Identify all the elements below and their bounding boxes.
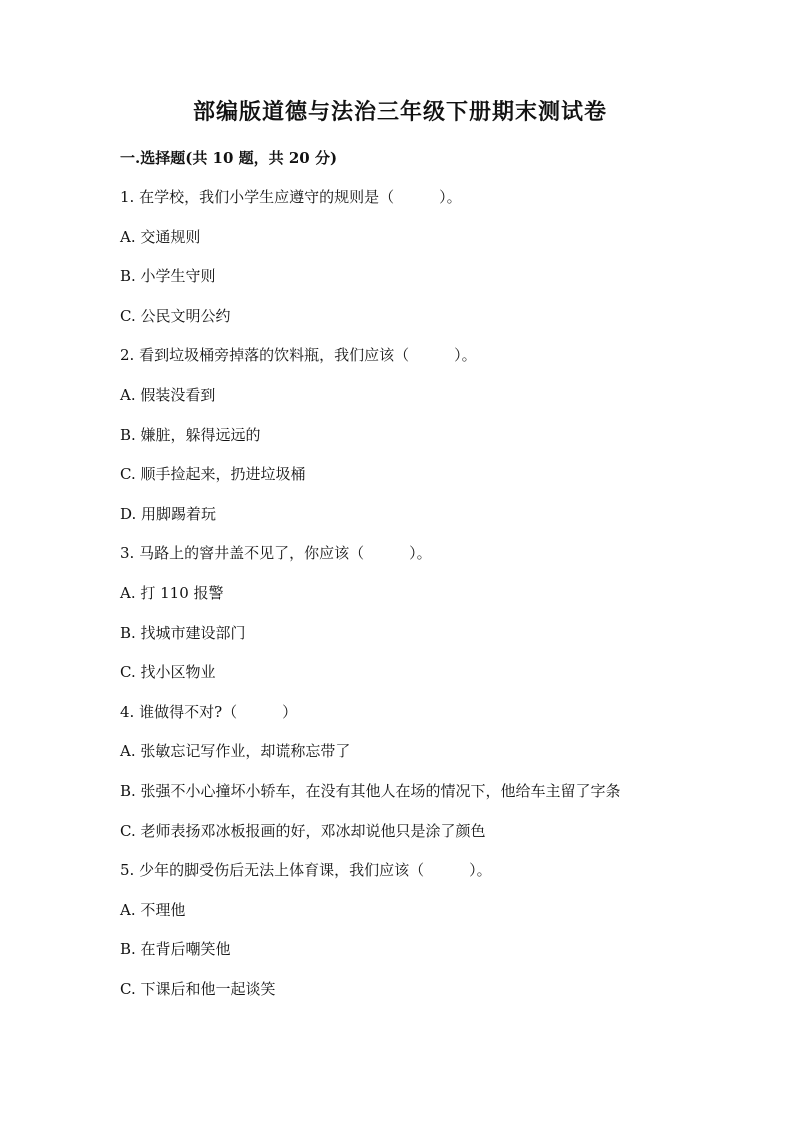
question-text: 1. 在学校，我们小学生应遵守的规则是（ ）。 — [120, 188, 462, 206]
answer-option: B. 在背后嘲笑他 — [120, 940, 231, 959]
answer-option: B. 找城市建设部门 — [120, 623, 246, 642]
answer-option: C. 找小区物业 — [120, 663, 216, 682]
document-title: 部编版道德与法治三年级下册期末测试卷 — [192, 99, 607, 125]
answer-option: B. 嫌脏，躲得远远的 — [120, 425, 261, 444]
answer-option: A. 张敏忘记写作业，却谎称忘带了 — [120, 742, 351, 761]
answer-option: A. 假装没看到 — [120, 385, 216, 404]
answer-option: A. 交通规则 — [120, 227, 201, 246]
question-list — [120, 185, 720, 1016]
section-heading: 一.选择题(共 10 题，共 20 分) — [120, 149, 338, 167]
answer-option: B. 小学生守则 — [120, 267, 216, 286]
answer-option: A. 打 110 报警 — [120, 583, 224, 602]
answer-option: C. 下课后和他一起谈笑 — [120, 979, 276, 998]
question-text: 2. 看到垃圾桶旁掉落的饮料瓶，我们应该（ ）。 — [120, 346, 477, 365]
answer-option: C. 顺手捡起来，扔进垃圾桶 — [120, 465, 306, 484]
answer-option: C. 公民文明公约 — [120, 306, 231, 325]
answer-option: A. 不理他 — [120, 900, 186, 919]
question-text: 3. 马路上的窨井盖不见了，你应该（ ）。 — [120, 544, 432, 563]
answer-option: B. 张强不小心撞坏小轿车，在没有其他人在场的情况下，他给车主留了字条 — [120, 781, 621, 800]
question-text: 4. 谁做得不对?（ ） — [120, 702, 298, 721]
answer-option: C. 老师表扬邓冰板报画的好，邓冰却说他只是涂了颜色 — [120, 821, 486, 840]
question-text: 5. 少年的脚受伤后无法上体育课，我们应该（ ）。 — [120, 861, 492, 880]
answer-option: D. 用脚踢着玩 — [120, 504, 217, 523]
